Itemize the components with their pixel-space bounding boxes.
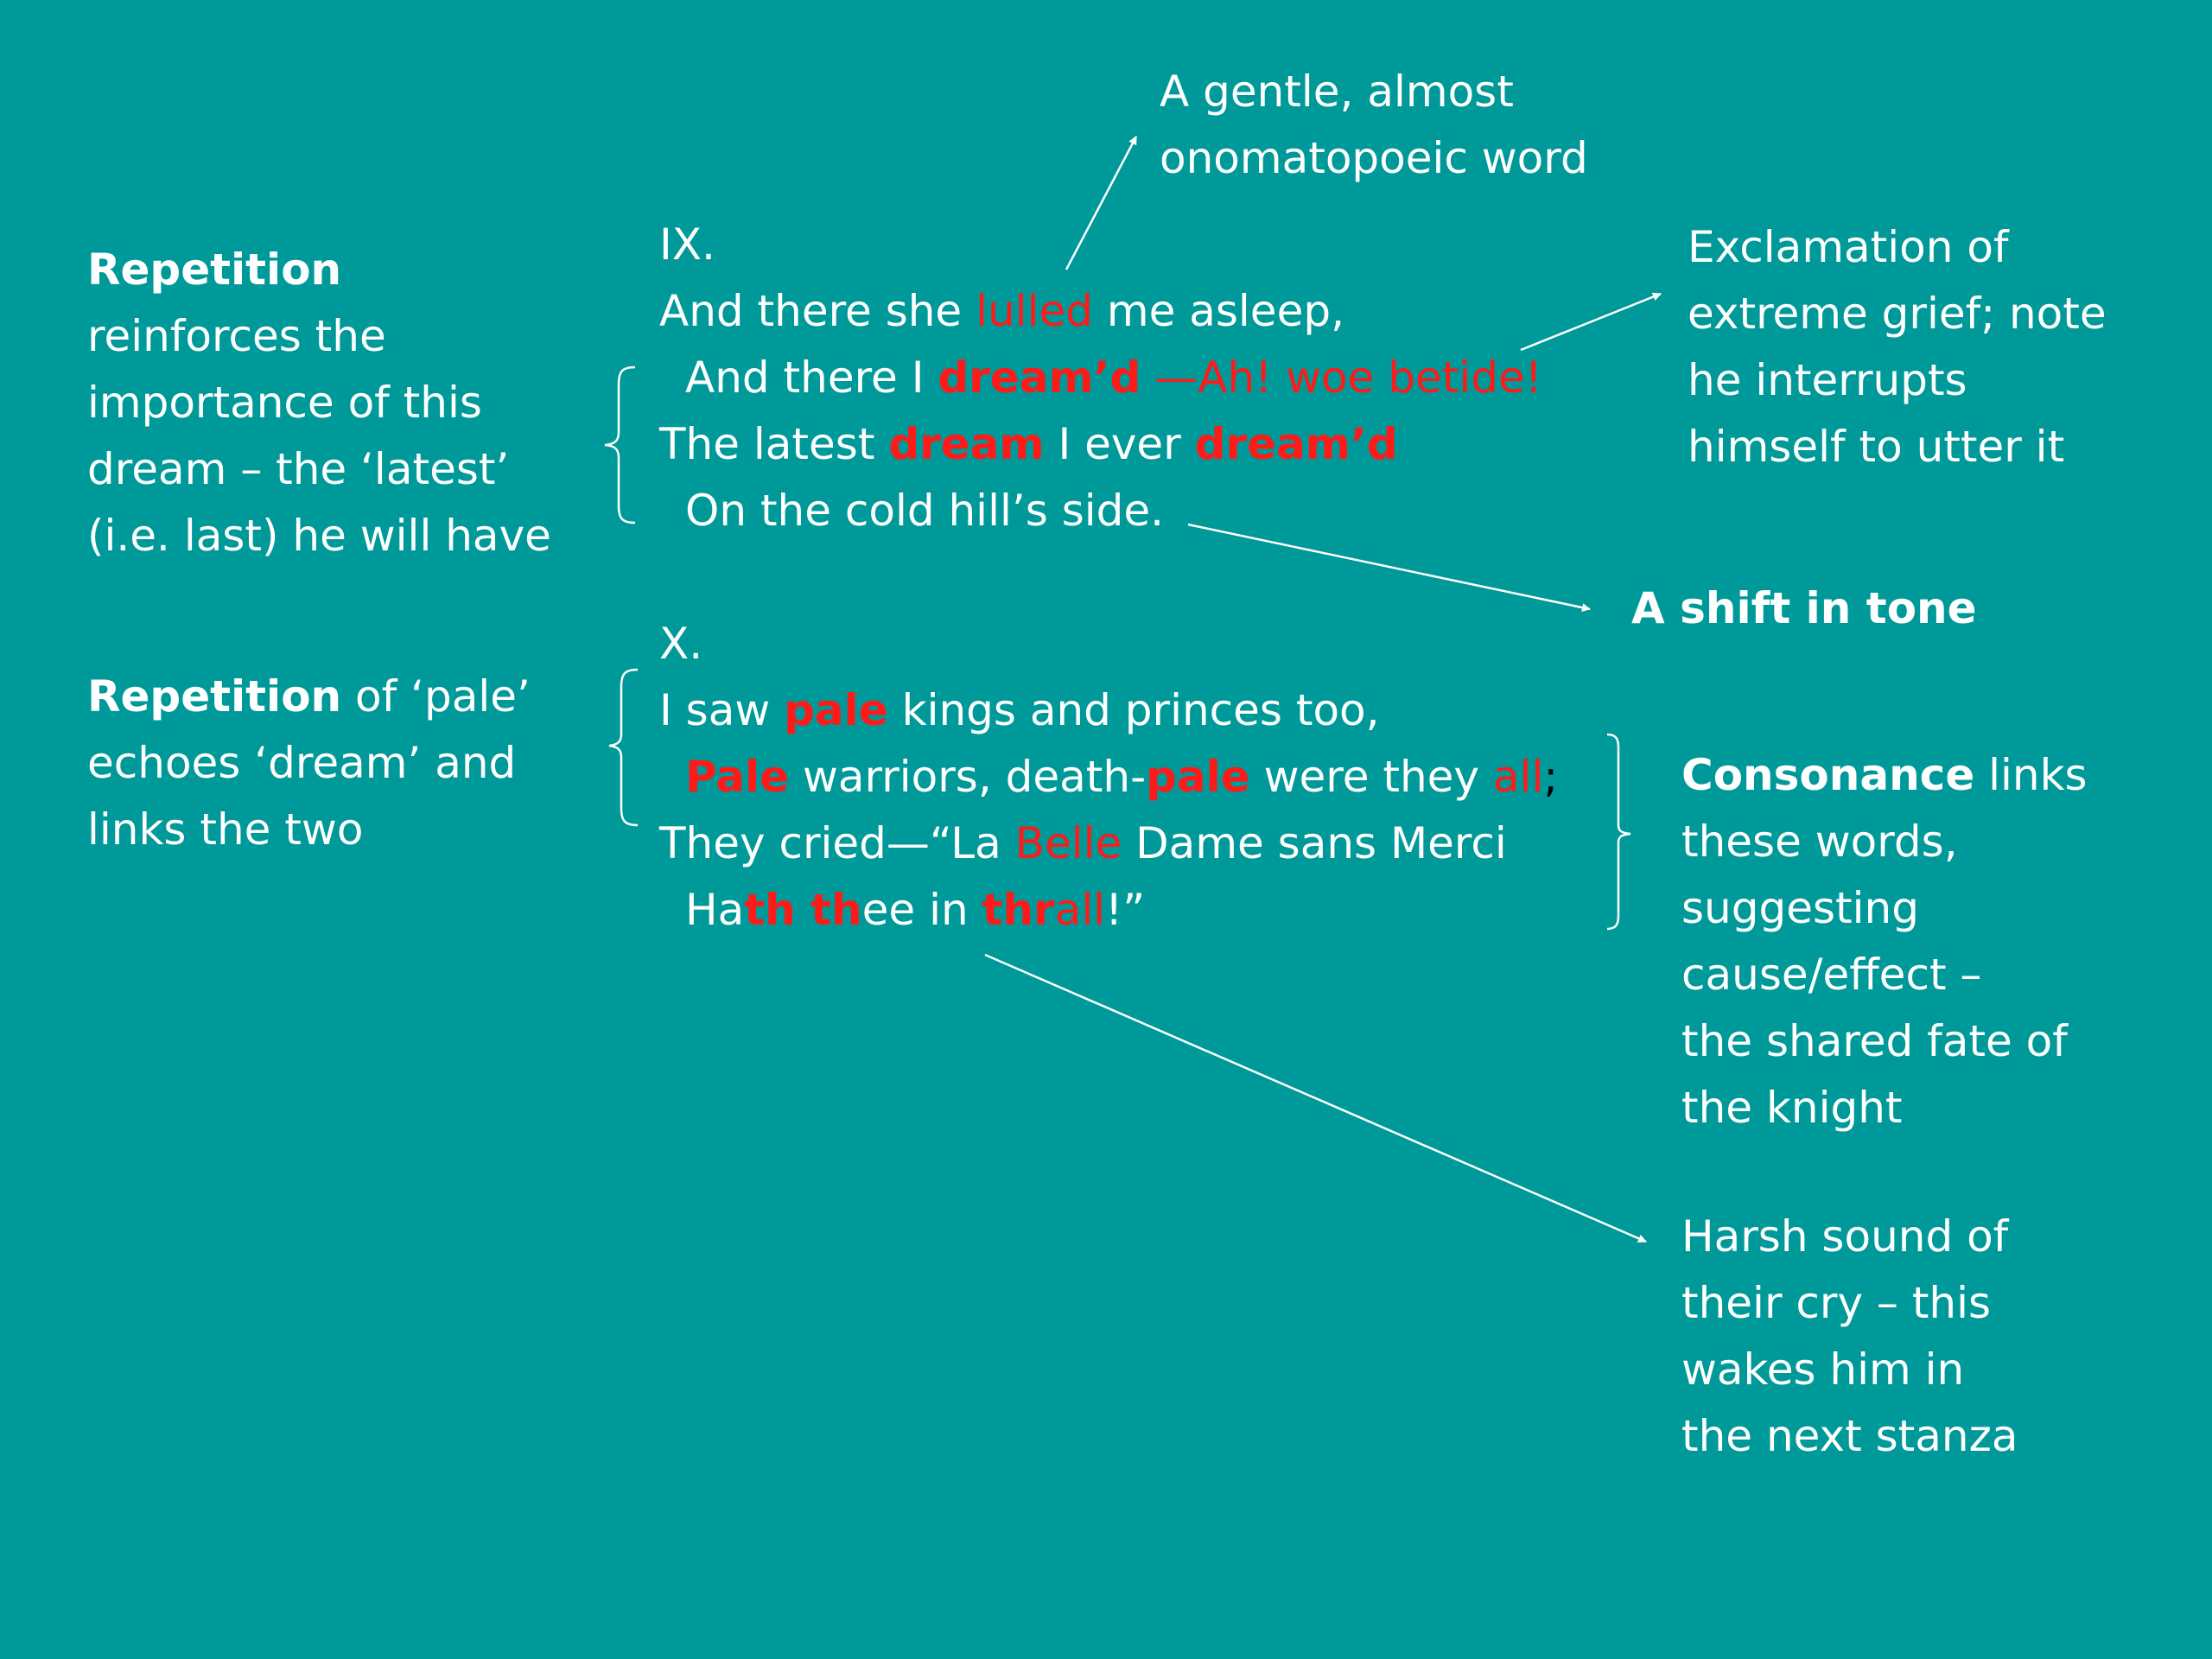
stanza-ix-line-4: On the cold hill’s side.: [685, 486, 1165, 536]
word-dreamd: dream’d: [938, 353, 1141, 403]
word-pale-3: pale: [1146, 752, 1250, 802]
sound-th: th th: [744, 885, 862, 935]
note-heading: Repetition: [87, 245, 342, 295]
arrow-harsh-sound: [985, 955, 1646, 1242]
stanza-x-line-1: I saw pale kings and princes too,: [659, 685, 1380, 735]
stanza-ix-line-1: And there she lulled me asleep,: [659, 286, 1344, 336]
stanza-ix-line-3: The latest dream I ever dream’d: [659, 419, 1398, 469]
stanza-x-heading: X.: [659, 619, 703, 669]
word-dream: dream: [888, 419, 1045, 469]
exclamation-phrase: —Ah! woe betide!: [1141, 353, 1542, 403]
note-consonance: Consonance links these words, suggesting cause/effect – the shared fate of the knight: [1681, 750, 2088, 1133]
brace-right-consonance: [1607, 734, 1630, 929]
sound-all: all: [1054, 885, 1106, 935]
stanza-ix-line-2: And there I dream’d —Ah! woe betide!: [685, 353, 1542, 403]
stanza-x-line-4: Hath thee in thrall!”: [685, 885, 1146, 935]
note-repetition-pale: Repetition of ‘pale’ echoes ‘dream’ and links the two: [87, 671, 531, 855]
note-heading: Repetition: [87, 671, 342, 721]
word-lulled: lulled: [976, 286, 1093, 336]
note-exclamation: Exclamation of extreme grief; note he interrupts himself to utter it: [1688, 222, 2107, 472]
stanza-x-line-3: They cried—“La Belle Dame sans Merci: [659, 818, 1507, 868]
note-repetition-dream: Repetition reinforces the importance of this dream – the ‘latest’ (i.e. last) he will have: [87, 237, 551, 569]
word-belle: Belle: [1014, 818, 1122, 868]
note-heading: Consonance: [1681, 750, 1975, 800]
brace-left-x: [609, 670, 638, 825]
word-pale-2: Pale: [685, 752, 790, 802]
note-gentle-word: A gentle, almost onomatopoeic word: [1160, 67, 1588, 183]
note-shift-tone: A shift in tone: [1631, 583, 1977, 633]
word-dreamd-2: dream’d: [1194, 419, 1398, 469]
word-pale: pale: [784, 685, 888, 735]
stanza-ix-heading: IX.: [659, 219, 715, 270]
stanza-ix: [659, 212, 1542, 544]
sound-thr: thr: [982, 885, 1055, 935]
stanza-x: [659, 611, 1558, 944]
word-all: all: [1492, 752, 1544, 802]
stanza-x-line-2: Pale warriors, death-pale were they all;: [685, 752, 1559, 802]
note-harsh-sound: Harsh sound of their cry – this wakes him in the next stanza: [1681, 1211, 2018, 1461]
brace-left-ix: [605, 367, 635, 523]
